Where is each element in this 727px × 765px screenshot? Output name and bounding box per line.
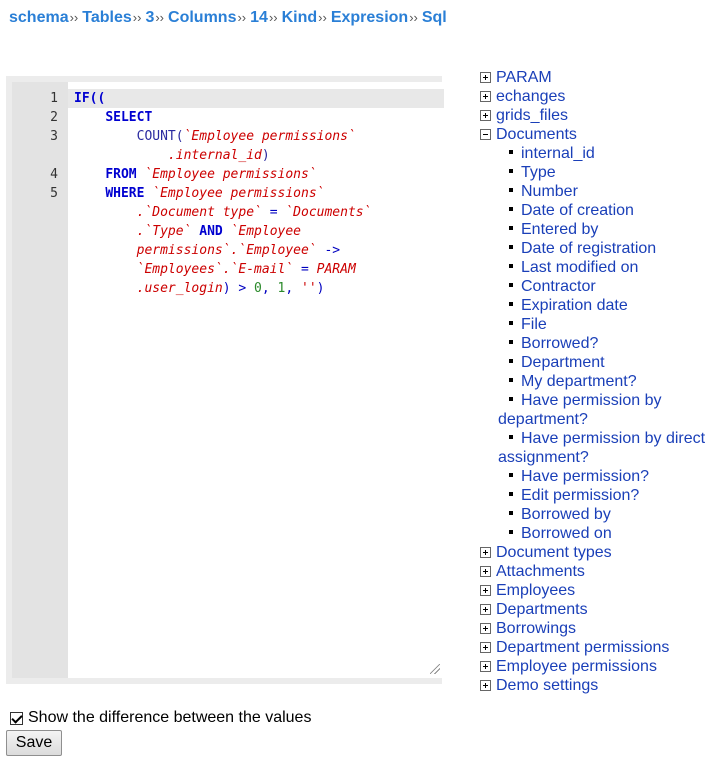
breadcrumb-link-tables[interactable]: Tables xyxy=(82,9,132,26)
documents-field-list xyxy=(480,144,725,543)
bullet-icon xyxy=(509,340,513,344)
tree-field-item[interactable] xyxy=(480,258,725,277)
tree-node-department-permissions[interactable]: Department permissions xyxy=(480,638,725,657)
save-button[interactable]: Save xyxy=(6,730,62,756)
expand-icon[interactable] xyxy=(480,547,491,558)
expand-icon[interactable] xyxy=(480,91,491,102)
breadcrumb-separator: ›› xyxy=(268,10,278,25)
show-difference-checkbox[interactable] xyxy=(10,712,23,725)
breadcrumb-separator: ›› xyxy=(409,10,418,25)
bullet-icon xyxy=(509,359,513,363)
breadcrumb-separator: ›› xyxy=(318,10,327,25)
expand-icon[interactable] xyxy=(480,642,491,653)
breadcrumb-link-expresion[interactable]: Expresion xyxy=(330,9,409,26)
tree-field-label[interactable]: Type xyxy=(521,164,556,181)
tree-field-label[interactable]: Department xyxy=(521,354,605,371)
code-line[interactable]: .`Type` AND `Employee xyxy=(136,224,302,239)
tree-field-item[interactable] xyxy=(480,315,725,334)
code-line[interactable]: `Employees`.`E-mail` = PARAM xyxy=(136,262,356,277)
code-line[interactable]: WHERE `Employee permissions` xyxy=(105,186,325,201)
tree-field-item[interactable] xyxy=(480,429,724,467)
breadcrumb-separator: ›› xyxy=(69,10,79,25)
tree-field-item[interactable] xyxy=(480,372,725,391)
tree-field-label[interactable]: Borrowed? xyxy=(521,335,599,352)
tree-node-echanges[interactable]: echanges xyxy=(480,87,725,106)
collapse-icon[interactable] xyxy=(480,129,491,140)
line-number: 1 xyxy=(50,91,58,106)
expand-icon[interactable] xyxy=(480,661,491,672)
bullet-icon xyxy=(509,473,513,477)
show-difference-label[interactable]: Show the difference between the values xyxy=(28,709,312,726)
tree-field-item[interactable] xyxy=(480,239,725,258)
bullet-icon xyxy=(509,226,513,230)
code-line[interactable]: IF(( xyxy=(74,91,106,106)
tree-node-param[interactable]: PARAM xyxy=(480,68,725,87)
expand-icon[interactable] xyxy=(480,72,491,83)
active-line-highlight xyxy=(68,89,444,108)
breadcrumb-separator: ›› xyxy=(155,10,165,25)
tree-field-item[interactable] xyxy=(480,201,725,220)
tree-field-item[interactable] xyxy=(480,505,725,524)
tree-field-label[interactable]: Contractor xyxy=(521,278,596,295)
bullet-icon xyxy=(509,492,513,496)
tree-field-item[interactable] xyxy=(480,391,724,429)
bullet-icon xyxy=(509,511,513,515)
line-number: 3 xyxy=(50,129,58,144)
tree-node-borrowings[interactable]: Borrowings xyxy=(480,619,725,638)
bullet-icon xyxy=(509,283,513,287)
tree-field-label[interactable]: Borrowed on xyxy=(521,525,612,542)
resize-handle-icon[interactable] xyxy=(430,664,440,674)
tree-node-documents[interactable]: Documents xyxy=(480,125,725,144)
tree-field-item[interactable] xyxy=(480,277,725,296)
code-line[interactable]: .`Document type` = `Documents` xyxy=(136,205,372,220)
tree-field-label[interactable]: My department? xyxy=(521,373,637,390)
tree-field-label[interactable]: internal_id xyxy=(521,145,595,162)
line-number: 4 xyxy=(50,167,58,182)
tree-node-employees[interactable]: Employees xyxy=(480,581,725,600)
bullet-icon xyxy=(509,378,513,382)
tree-field-label[interactable]: Borrowed by xyxy=(521,506,611,523)
code-text-area[interactable] xyxy=(68,82,444,678)
tree-node-grids-files[interactable]: grids_files xyxy=(480,106,725,125)
bullet-icon xyxy=(509,530,513,534)
tree-field-item[interactable] xyxy=(480,467,725,486)
bullet-icon xyxy=(509,397,513,401)
breadcrumb-link-sql[interactable]: Sql xyxy=(421,9,447,26)
tree-field-label[interactable]: Last modified on xyxy=(521,259,639,276)
expand-icon[interactable] xyxy=(480,585,491,596)
breadcrumb xyxy=(9,9,447,27)
expand-icon[interactable] xyxy=(480,604,491,615)
expand-icon[interactable] xyxy=(480,680,491,691)
tree-field-item[interactable] xyxy=(480,334,725,353)
bullet-icon xyxy=(509,245,513,249)
expand-icon[interactable] xyxy=(480,110,491,121)
tree-field-item[interactable] xyxy=(480,296,725,315)
tree-field-label[interactable]: Date of registration xyxy=(521,240,657,257)
bullet-icon xyxy=(509,321,513,325)
tree-field-item[interactable] xyxy=(480,144,725,163)
bullet-icon xyxy=(509,435,513,439)
code-line[interactable]: permissions`.`Employee` -> xyxy=(136,243,341,258)
line-number: 5 xyxy=(50,186,58,201)
tree-field-item[interactable] xyxy=(480,353,725,372)
code-line[interactable]: FROM `Employee permissions` xyxy=(105,167,317,182)
code-line[interactable]: COUNT(`Employee permissions` xyxy=(136,129,356,144)
breadcrumb-separator: ›› xyxy=(132,10,142,25)
breadcrumb-link-schema[interactable]: schema xyxy=(9,9,69,26)
tree-field-label[interactable]: File xyxy=(521,316,547,333)
tree-field-label[interactable]: Entered by xyxy=(521,221,599,238)
bullet-icon xyxy=(509,169,513,173)
tree-field-item[interactable] xyxy=(480,524,725,543)
bullet-icon xyxy=(509,207,513,211)
tree-field-label[interactable]: Edit permission? xyxy=(521,487,640,504)
breadcrumb-link-table-3[interactable]: 3 xyxy=(145,9,155,26)
breadcrumb-separator: ›› xyxy=(237,10,247,25)
code-line[interactable]: .internal_id) xyxy=(167,148,270,163)
tree-field-label[interactable]: Have permission by direct assignment? xyxy=(498,430,706,466)
code-line[interactable]: SELECT xyxy=(105,110,153,125)
tree-field-item[interactable] xyxy=(480,220,725,239)
tree-field-label[interactable]: Date of creation xyxy=(521,202,634,219)
tree-field-label[interactable]: Have permission? xyxy=(521,468,650,485)
tree-node-attachments[interactable]: Attachments xyxy=(480,562,725,581)
breadcrumb-link-columns[interactable]: Columns xyxy=(168,9,237,26)
tree-field-item[interactable] xyxy=(480,182,725,201)
code-line[interactable]: .user_login) > 0, 1, '') xyxy=(136,281,325,296)
tree-field-label[interactable]: Number xyxy=(521,183,578,200)
tree-node-demo-settings[interactable]: Demo settings xyxy=(480,676,725,695)
bullet-icon xyxy=(509,188,513,192)
line-number: 2 xyxy=(50,110,58,125)
line-number-gutter xyxy=(12,82,68,678)
tree-node-departments[interactable]: Departments xyxy=(480,600,725,619)
tree-field-item[interactable] xyxy=(480,486,725,505)
expand-icon[interactable] xyxy=(480,566,491,577)
tree-node-list xyxy=(480,543,725,695)
tree-node-employee-permissions[interactable]: Employee permissions xyxy=(480,657,725,676)
schema-tree xyxy=(480,68,725,695)
bullet-icon xyxy=(509,264,513,268)
tree-field-item[interactable] xyxy=(480,163,725,182)
bullet-icon xyxy=(509,302,513,306)
bullet-icon xyxy=(509,150,513,154)
show-difference-option[interactable] xyxy=(10,709,311,727)
sql-editor[interactable] xyxy=(6,76,442,684)
expand-icon[interactable] xyxy=(480,623,491,634)
breadcrumb-link-column-14[interactable]: 14 xyxy=(250,9,268,26)
breadcrumb-link-kind[interactable]: Kind xyxy=(281,9,318,26)
tree-node-document-types[interactable]: Document types xyxy=(480,543,725,562)
tree-field-label[interactable]: Expiration date xyxy=(521,297,628,314)
tree-field-label[interactable]: Have permission by department? xyxy=(498,392,662,428)
